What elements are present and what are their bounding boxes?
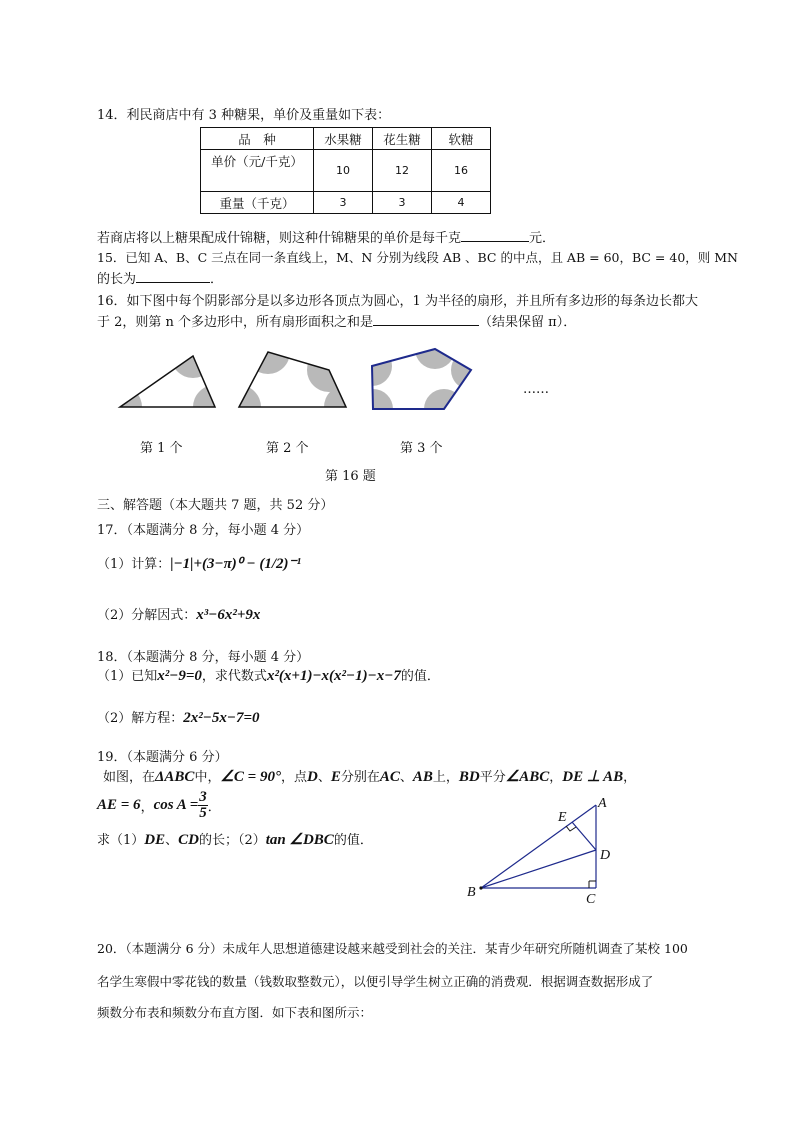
q15-text: 已知 A、B、C 三点在同一条直线上，M、N 分别为线段 AB 、BC 的中点，且 AB = 60，BC = 40，则 MN <box>125 250 738 265</box>
q17-p1-expr: |−1|+(3−π)⁰ − (1/2)⁻¹ <box>170 556 301 572</box>
q20-line3: 频数分布表和频数分布直方图．如下表和图所示： <box>97 1005 373 1020</box>
pentagon-figure <box>352 340 490 420</box>
fraction-denominator: 5 <box>199 805 207 821</box>
q18-header-text: （本题满分 8 分，每小题 4 分） <box>126 650 310 665</box>
answer-blank[interactable] <box>373 313 479 326</box>
q20-line1 <box>97 939 688 957</box>
label-b: B <box>467 885 476 900</box>
q14-number: 14． <box>97 108 127 123</box>
figure-label: 第 2 个 <box>266 441 309 456</box>
q19-text: 分别在 <box>340 770 380 785</box>
q16-text: 如下图中每个阴影部分是以多边形各顶点为圆心，1 为半径的扇形，并且所有多边形的每条边长都大 <box>126 294 698 309</box>
figure-label: 第 3 个 <box>400 441 443 456</box>
ellipsis: …… <box>523 382 549 397</box>
q15-line2 <box>97 268 223 287</box>
q19-tri: ΔABC <box>155 769 195 785</box>
q19-text: ， <box>549 770 563 785</box>
q18-p1-text: （1）已知 <box>97 669 158 684</box>
q19-bd: BD <box>458 769 480 785</box>
q14-text: 利民商店中有 3 种糖果，单价及重量如下表： <box>126 108 391 123</box>
q17-part1 <box>97 553 301 573</box>
q15-number: 15． <box>97 250 126 265</box>
q19-ask-text: 的长；（2） <box>198 833 266 848</box>
q18-p1-text3: 的值． <box>400 669 440 684</box>
q20-text: （本题满分 6 分）未成年人思想道德建设越来越受到社会的关注．某青少年研究所随机调查了某校 100 <box>125 941 688 956</box>
q16-line1 <box>97 290 698 309</box>
q19-text: ． <box>207 800 221 815</box>
q14-line <box>97 104 390 123</box>
triangle-abc-figure <box>460 795 620 910</box>
q19-point-e: E <box>330 769 341 785</box>
q19-ask-text: 求（1） <box>97 833 145 848</box>
q19-line2 <box>97 790 221 826</box>
q19-de-perp: DE ⊥ AB <box>562 769 624 785</box>
q19-ask-text: 的值． <box>333 833 373 848</box>
q17-header <box>97 519 309 538</box>
q16-text2: 于 2，则第 n 个多边形中，所有扇形面积之和是 <box>97 315 374 330</box>
q17-p1-label: （1）计算： <box>97 557 171 572</box>
label-e: E <box>558 810 567 825</box>
q18-part1 <box>97 665 440 685</box>
q19-header-text: （本题满分 6 分） <box>126 750 228 765</box>
triangle-figure <box>110 340 237 420</box>
q15-text2: 的长为 <box>97 272 137 287</box>
figure-label: 第 1 个 <box>140 441 183 456</box>
q19-angle-abc: ∠ABC <box>505 769 550 785</box>
table-cell: 3 <box>314 192 373 214</box>
quadrilateral-figure <box>217 340 368 420</box>
label-a: A <box>598 796 607 811</box>
table-cell: 4 <box>432 192 491 214</box>
section-title: 三、解答题（本大题共 7 题，共 52 分） <box>97 498 334 513</box>
q20-line2: 名学生寒假中零花钱的数量（钱数取整数元），以便引导学生树立正确的消费观．根据调查数据形成了 <box>97 974 654 989</box>
q17-number: 17． <box>97 523 127 538</box>
figure-caption: 第 16 题 <box>325 469 376 484</box>
q17-part2 <box>97 604 260 624</box>
q17-header-text: （本题满分 8 分，每小题 4 分） <box>126 523 310 538</box>
q19-ask-cd: CD <box>178 832 199 848</box>
table-row-label: 重量（千克） <box>201 192 314 214</box>
table-header-cell: 水果糖 <box>314 128 373 150</box>
table-header-cell: 花生糖 <box>373 128 432 150</box>
q19-text: ，点 <box>280 770 307 785</box>
q18-expr: x²(x+1)−x(x²−1)−x−7 <box>266 668 401 684</box>
q16-text3: （结果保留 π）． <box>479 315 577 330</box>
table-cell: 10 <box>314 150 373 192</box>
q18-part2 <box>97 707 260 727</box>
table-header-cell: 软糖 <box>432 128 491 150</box>
table-row-label: 单价（元/千克） <box>201 150 314 192</box>
table-cell: 16 <box>432 150 491 192</box>
table-row <box>201 150 491 192</box>
q14-question <box>97 227 555 246</box>
table-row <box>201 192 491 214</box>
q19-seg-ac: AC <box>379 769 400 785</box>
q19-text: 如图，在 <box>103 770 156 785</box>
q19-number: 19． <box>97 750 127 765</box>
answer-blank[interactable] <box>461 229 529 242</box>
q19-cos-a: cos A = <box>153 797 199 813</box>
q19-fraction <box>198 790 208 821</box>
candy-table <box>200 127 491 214</box>
q18-p1-text2: ，求代数式 <box>201 669 267 684</box>
fraction-numerator: 3 <box>199 789 207 805</box>
label-c: C <box>586 892 596 907</box>
q17-p2-label: （2）分解因式： <box>97 608 197 623</box>
q19-ask-tan: tan ∠DBC <box>265 832 334 848</box>
q19-header <box>97 746 228 765</box>
table-cell: 12 <box>373 150 432 192</box>
q19-text: 、 <box>399 770 413 785</box>
answer-blank[interactable] <box>136 270 210 283</box>
q19-seg-ab: AB <box>412 769 433 785</box>
q19-ask-de: DE <box>144 832 166 848</box>
table-header-cell: 品 种 <box>201 128 314 150</box>
q16-number: 16． <box>97 294 127 309</box>
q19-point-d: D <box>306 769 318 785</box>
q18-given: x²−9=0 <box>157 668 202 684</box>
q17-p2-expr: x³−6x²+9x <box>196 607 261 623</box>
q19-ae: AE = 6 <box>97 797 141 813</box>
q19-ask <box>97 829 373 849</box>
q19-text: ， <box>623 770 637 785</box>
label-d: D <box>600 848 611 863</box>
q15-line1 <box>97 248 738 266</box>
q16-line2 <box>97 311 576 330</box>
q14-question-end: 元． <box>529 231 556 246</box>
q18-p2-label: （2）解方程： <box>97 711 184 726</box>
q19-text: 中， <box>194 770 221 785</box>
q19-text: 平分 <box>479 770 506 785</box>
table-cell: 3 <box>373 192 432 214</box>
q19-text: 上， <box>432 770 459 785</box>
q15-end: ． <box>210 272 224 287</box>
q18-header <box>97 646 309 665</box>
q19-text: ， <box>140 800 154 815</box>
candy-table-header <box>201 128 491 150</box>
q19-angle-c: ∠C = 90° <box>220 769 281 785</box>
q20-number: 20． <box>97 941 126 956</box>
q19-line1 <box>103 766 636 786</box>
q14-question-text: 若商店将以上糖果配成什锦糖，则这种什锦糖果的单价是每千克 <box>97 231 462 246</box>
polygon-figures <box>110 340 490 420</box>
q19-ask-text: 、 <box>165 833 179 848</box>
q19-text: 、 <box>317 770 331 785</box>
q18-number: 18． <box>97 650 127 665</box>
q18-p2-expr: 2x²−5x−7=0 <box>183 710 260 726</box>
